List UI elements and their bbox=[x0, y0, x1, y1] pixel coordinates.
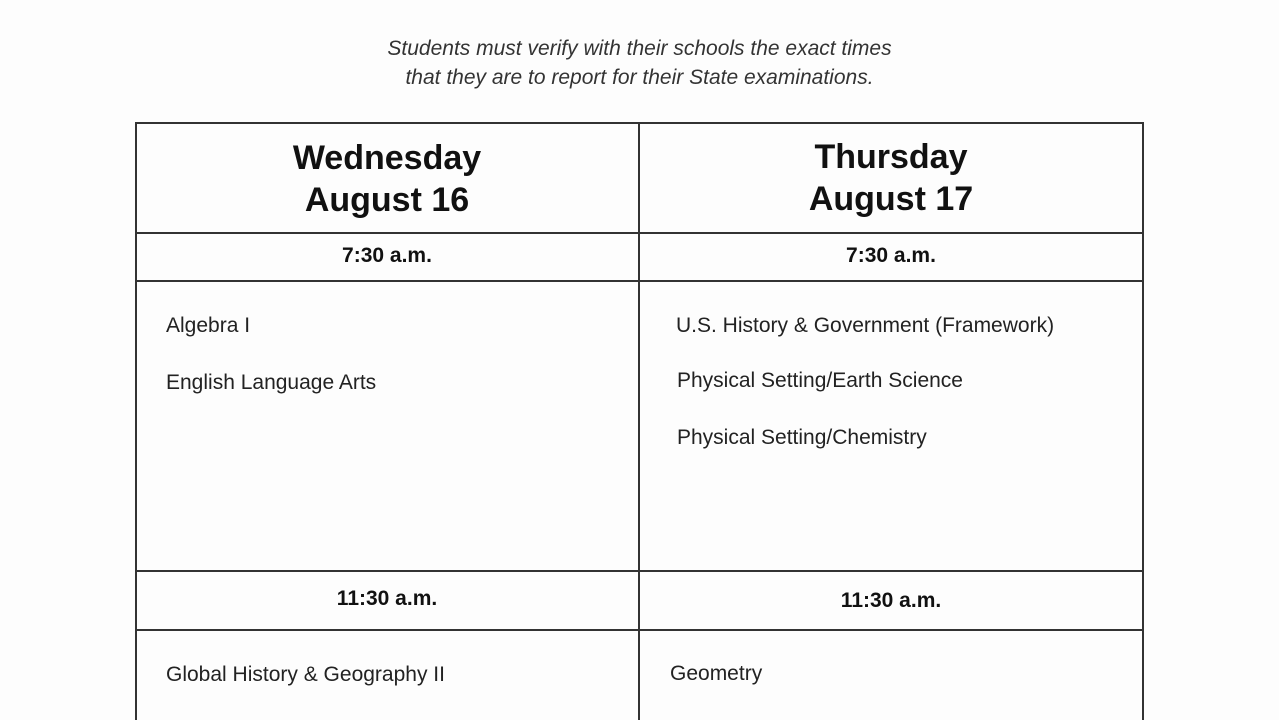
row-divider bbox=[136, 570, 1144, 572]
day-header-wednesday bbox=[136, 137, 638, 221]
exam-item: Physical Setting/Earth Science bbox=[677, 369, 963, 392]
day-date: August 16 bbox=[304, 181, 470, 219]
time-slot-morning: 7:30 a.m. bbox=[846, 244, 936, 267]
time-slot-midday: 11:30 a.m. bbox=[840, 589, 942, 612]
exam-item: Physical Setting/Chemistry bbox=[677, 426, 927, 449]
table-border-right bbox=[1142, 122, 1144, 720]
notice-line-1: Students must verify with their schools the exact times bbox=[387, 37, 892, 60]
time-slot-morning: 7:30 a.m. bbox=[342, 244, 432, 267]
row-divider bbox=[136, 629, 1144, 631]
exam-item: Geometry bbox=[670, 662, 763, 685]
row-divider bbox=[136, 232, 1144, 234]
row-divider bbox=[136, 280, 1144, 282]
day-date: August 17 bbox=[808, 180, 974, 218]
exam-item: Algebra I bbox=[166, 314, 251, 337]
day-name: Wednesday bbox=[292, 139, 482, 177]
time-slot-midday: 11:30 a.m. bbox=[336, 587, 438, 610]
exam-item: U.S. History & Government (Framework) bbox=[676, 314, 1055, 337]
report-time-notice bbox=[0, 34, 1279, 92]
exam-item: Global History & Geography II bbox=[166, 663, 445, 686]
table-border-top bbox=[136, 122, 1144, 124]
exam-item: English Language Arts bbox=[166, 371, 377, 394]
day-header-thursday bbox=[640, 136, 1142, 220]
notice-line-2: that they are to report for their State examinations. bbox=[405, 66, 874, 89]
day-name: Thursday bbox=[814, 138, 968, 176]
